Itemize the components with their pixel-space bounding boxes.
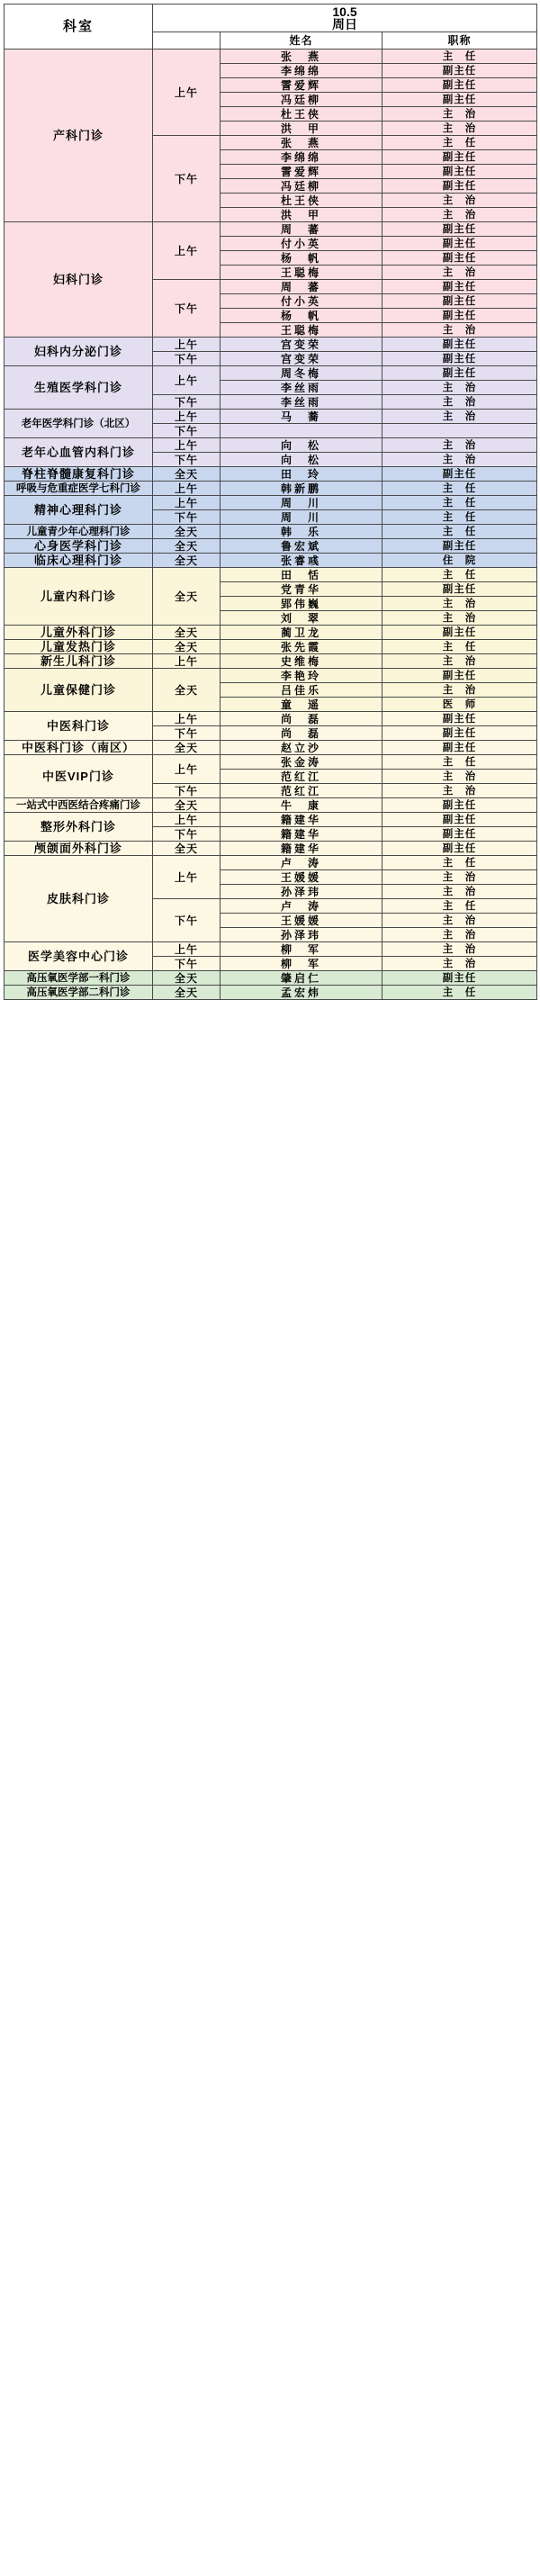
header-name: 姓名 [220,32,382,50]
doctor-name: 霅爱辉 [220,78,382,93]
doctor-title: 主 治 [382,266,537,280]
time-slot-cell: 上午 [153,755,220,784]
doctor-name: 童 遥 [220,698,382,712]
doctor-name: 冯廷柳 [220,179,382,194]
doctor-name: 李艳玲 [220,669,382,683]
time-slot-cell: 下午 [153,726,220,741]
time-slot-cell: 上午 [153,410,220,424]
doctor-name: 宫变荣 [220,338,382,352]
time-slot-cell: 全天 [153,539,220,554]
doctor-name: 王媛媛 [220,914,382,928]
doctor-name: 杨 帆 [220,309,382,323]
doctor-title: 住 院 [382,554,537,568]
dept-cell: 医学美容中心门诊 [4,942,153,971]
doctor-name: 张金涛 [220,755,382,770]
dept-cell: 临床心理科门诊 [4,554,153,568]
dept-cell: 高压氧医学部二科门诊 [4,986,153,1000]
doctor-name: 周冬梅 [220,366,382,381]
time-slot-cell: 下午 [153,957,220,971]
dept-cell: 老年心血管内科门诊 [4,438,153,467]
doctor-title: 主 任 [382,50,537,64]
doctor-name: 范红江 [220,770,382,784]
doctor-title: 主 任 [382,525,537,539]
doctor-name: 李丝雨 [220,381,382,395]
doctor-name: 牛 康 [220,798,382,813]
doctor-title: 主 任 [382,510,537,525]
header-slot-col [153,32,220,50]
doctor-title: 主 治 [382,914,537,928]
doctor-name: 王媛媛 [220,870,382,885]
time-slot-cell: 下午 [153,136,220,222]
doctor-name: 蔺卫龙 [220,626,382,640]
dept-cell: 脊柱脊髓康复科门诊 [4,467,153,482]
doctor-title: 副主任 [382,237,537,251]
doctor-title: 副主任 [382,971,537,986]
time-slot-cell: 上午 [153,654,220,669]
schedule-table [4,4,537,1000]
time-slot-cell: 下午 [153,899,220,942]
doctor-name: 柳 军 [220,957,382,971]
doctor-name: 范红江 [220,784,382,798]
schedule-sheet [0,0,540,1005]
doctor-title: 主 治 [382,410,537,424]
doctor-name: 李丝雨 [220,395,382,410]
dept-cell: 整形外科门诊 [4,813,153,842]
doctor-title: 主 任 [382,496,537,510]
time-slot-cell: 全天 [153,467,220,482]
doctor-name: 籍建华 [220,813,382,827]
doctor-title: 副主任 [382,539,537,554]
doctor-title: 副主任 [382,309,537,323]
time-slot-cell: 全天 [153,971,220,986]
time-slot-cell: 全天 [153,525,220,539]
doctor-name: 张 燕 [220,50,382,64]
time-slot-cell: 下午 [153,280,220,338]
time-slot-cell: 下午 [153,510,220,525]
dept-cell: 颅颌面外科门诊 [4,842,153,856]
doctor-name: 籍建华 [220,842,382,856]
doctor-title: 副主任 [382,842,537,856]
dept-cell: 一站式中西医结合疼痛门诊 [4,798,153,813]
doctor-name: 田 恬 [220,568,382,582]
doctor-title: 副主任 [382,150,537,165]
doctor-name: 郢伟巍 [220,597,382,611]
dept-cell: 心身医学科门诊 [4,539,153,554]
time-slot-cell: 上午 [153,338,220,352]
doctor-title: 副主任 [382,813,537,827]
doctor-name: 肇启仁 [220,971,382,986]
doctor-title: 主 治 [382,208,537,222]
time-slot-cell: 全天 [153,669,220,712]
dept-cell: 老年医学科门诊（北区） [4,410,153,438]
dept-cell: 中医科门诊（南区） [4,741,153,755]
doctor-name: 籍建华 [220,827,382,842]
dept-cell: 妇科门诊 [4,222,153,338]
doctor-name: 付小英 [220,237,382,251]
dept-cell: 精神心理科门诊 [4,496,153,525]
time-slot-cell: 全天 [153,741,220,755]
time-slot-cell: 全天 [153,842,220,856]
doctor-name: 柳 军 [220,942,382,957]
doctor-name [220,424,382,438]
doctor-name: 田 玲 [220,467,382,482]
doctor-title: 主 治 [382,107,537,122]
doctor-title: 副主任 [382,741,537,755]
dept-cell: 中医VIP门诊 [4,755,153,798]
dept-cell: 儿童保健门诊 [4,669,153,712]
time-slot-cell: 上午 [153,482,220,496]
doctor-name: 张睿彧 [220,554,382,568]
doctor-title: 主 治 [382,654,537,669]
dept-cell: 产科门诊 [4,50,153,222]
header-date [153,5,537,32]
doctor-name: 韩 乐 [220,525,382,539]
doctor-name: 孙泽玮 [220,928,382,942]
time-slot-cell: 上午 [153,712,220,726]
time-slot-cell: 上午 [153,496,220,510]
doctor-title: 主 治 [382,597,537,611]
doctor-name: 卢 涛 [220,856,382,870]
doctor-title: 主 治 [382,323,537,338]
dept-cell: 皮肤科门诊 [4,856,153,942]
dept-cell: 新生儿科门诊 [4,654,153,669]
doctor-title: 主 治 [382,194,537,208]
doctor-title: 医 师 [382,698,537,712]
doctor-title: 主 治 [382,683,537,698]
doctor-title: 主 治 [382,870,537,885]
dept-cell: 儿童青少年心理科门诊 [4,525,153,539]
doctor-title: 主 治 [382,611,537,626]
doctor-name: 孟宏炜 [220,986,382,1000]
doctor-title: 主 任 [382,568,537,582]
dept-cell: 妇科内分泌门诊 [4,338,153,366]
doctor-name: 冯廷柳 [220,93,382,107]
time-slot-cell: 全天 [153,640,220,654]
doctor-title: 副主任 [382,712,537,726]
time-slot-cell: 全天 [153,626,220,640]
doctor-name: 杜王侠 [220,194,382,208]
doctor-title: 副主任 [382,280,537,294]
doctor-title: 副主任 [382,222,537,237]
doctor-title: 主 任 [382,640,537,654]
time-slot-cell: 下午 [153,395,220,410]
doctor-title: 主 治 [382,395,537,410]
doctor-name: 张先霞 [220,640,382,654]
doctor-name: 李绵绵 [220,64,382,78]
dept-cell: 中医科门诊 [4,712,153,741]
doctor-title: 主 治 [382,957,537,971]
doctor-title: 主 治 [382,122,537,136]
doctor-title: 主 治 [382,928,537,942]
doctor-name: 张 燕 [220,136,382,150]
doctor-name: 卢 涛 [220,899,382,914]
doctor-title: 主 任 [382,986,537,1000]
time-slot-cell: 上午 [153,366,220,395]
doctor-name: 吕佳乐 [220,683,382,698]
doctor-name: 洪 甲 [220,122,382,136]
doctor-title: 主 治 [382,770,537,784]
time-slot-cell: 上午 [153,813,220,827]
doctor-name: 刘 翠 [220,611,382,626]
doctor-name: 向 松 [220,453,382,467]
doctor-name: 王聪梅 [220,266,382,280]
doctor-title: 主 任 [382,482,537,496]
dept-cell: 儿童发热门诊 [4,640,153,654]
doctor-title: 主 任 [382,755,537,770]
doctor-name: 赵立沙 [220,741,382,755]
doctor-title: 副主任 [382,366,537,381]
doctor-title [382,424,537,438]
time-slot-cell: 下午 [153,827,220,842]
doctor-name: 周 川 [220,510,382,525]
doctor-title: 副主任 [382,251,537,266]
doctor-title: 副主任 [382,64,537,78]
doctor-title: 主 任 [382,856,537,870]
doctor-title: 副主任 [382,78,537,93]
doctor-title: 主 治 [382,784,537,798]
doctor-title: 主 任 [382,899,537,914]
dept-cell: 儿童内科门诊 [4,568,153,626]
header-weekday-value: 周日 [332,17,358,32]
doctor-title: 主 治 [382,942,537,957]
doctor-title: 副主任 [382,165,537,179]
doctor-title: 副主任 [382,467,537,482]
doctor-title: 副主任 [382,827,537,842]
doctor-title: 主 任 [382,136,537,150]
time-slot-cell: 全天 [153,568,220,626]
time-slot-cell: 全天 [153,798,220,813]
dept-cell: 儿童外科门诊 [4,626,153,640]
doctor-name: 向 松 [220,438,382,453]
doctor-title: 副主任 [382,726,537,741]
doctor-name: 杜王侠 [220,107,382,122]
doctor-title: 副主任 [382,626,537,640]
doctor-title: 副主任 [382,582,537,597]
doctor-title: 副主任 [382,338,537,352]
header-dept: 科室 [4,5,153,50]
doctor-name: 周 蕃 [220,222,382,237]
dept-cell: 呼吸与危重症医学七科门诊 [4,482,153,496]
doctor-name: 鲁宏斌 [220,539,382,554]
time-slot-cell: 上午 [153,222,220,280]
time-slot-cell: 下午 [153,424,220,438]
doctor-title: 副主任 [382,669,537,683]
time-slot-cell: 下午 [153,352,220,366]
doctor-name: 尚 磊 [220,726,382,741]
doctor-name: 尚 磊 [220,712,382,726]
doctor-name: 洪 甲 [220,208,382,222]
doctor-name: 付小英 [220,294,382,309]
time-slot-cell: 上午 [153,50,220,136]
time-slot-cell: 下午 [153,453,220,467]
header-date-value: 10.5 [332,5,357,19]
doctor-name: 史维梅 [220,654,382,669]
header-title: 职称 [382,32,537,50]
doctor-title: 副主任 [382,93,537,107]
doctor-title: 主 治 [382,453,537,467]
doctor-name: 霅爱辉 [220,165,382,179]
doctor-name: 周 川 [220,496,382,510]
time-slot-cell: 全天 [153,554,220,568]
doctor-name: 杨 帆 [220,251,382,266]
doctor-title: 主 治 [382,438,537,453]
doctor-title: 主 治 [382,885,537,899]
doctor-name: 周 蕃 [220,280,382,294]
doctor-name: 王聪梅 [220,323,382,338]
time-slot-cell: 上午 [153,942,220,957]
doctor-title: 副主任 [382,798,537,813]
doctor-title: 主 治 [382,381,537,395]
time-slot-cell: 全天 [153,986,220,1000]
time-slot-cell: 下午 [153,784,220,798]
doctor-name: 党青华 [220,582,382,597]
time-slot-cell: 上午 [153,438,220,453]
dept-cell: 生殖医学科门诊 [4,366,153,410]
doctor-name: 韩新鹏 [220,482,382,496]
dept-cell: 高压氧医学部一科门诊 [4,971,153,986]
doctor-name: 马 蕎 [220,410,382,424]
doctor-title: 副主任 [382,179,537,194]
doctor-title: 副主任 [382,294,537,309]
doctor-title: 副主任 [382,352,537,366]
doctor-name: 宫变荣 [220,352,382,366]
time-slot-cell: 上午 [153,856,220,899]
doctor-name: 孙泽玮 [220,885,382,899]
doctor-name: 李绵绵 [220,150,382,165]
